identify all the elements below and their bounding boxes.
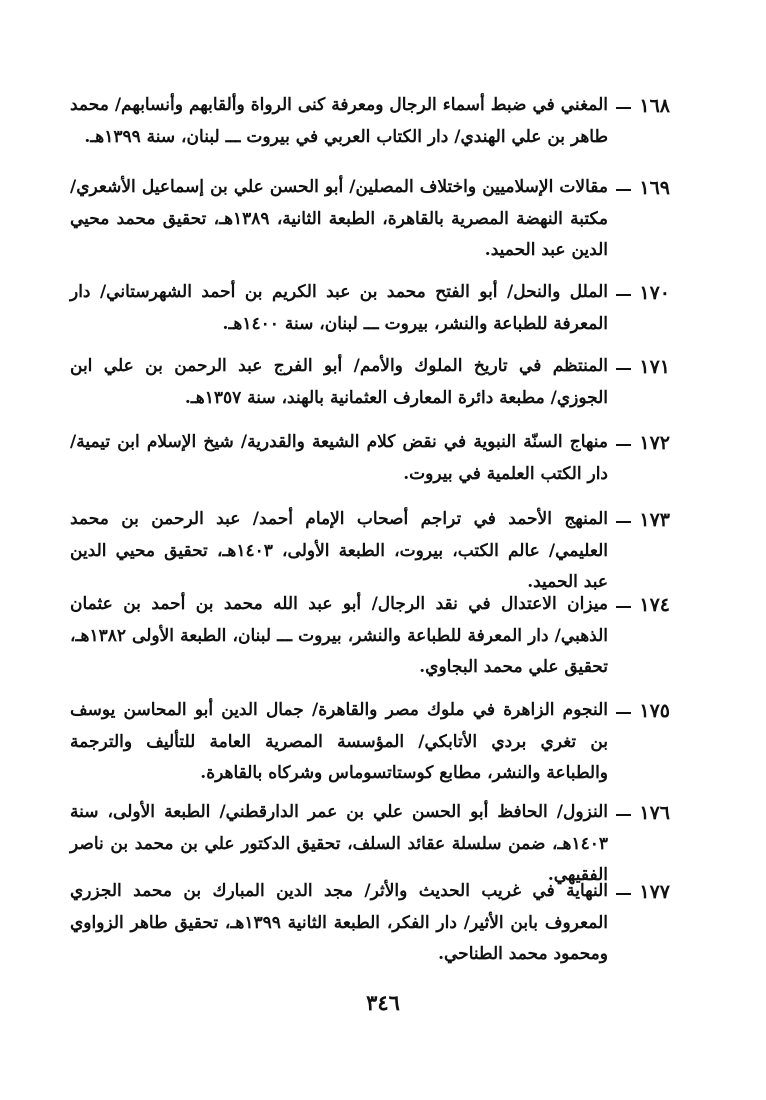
entry-dash <box>616 294 631 296</box>
entry-text: منهاج السنّة النبوية في نقض كلام الشيعة والقدرية/ شيخ الإسلام ابن تيمية/ دار الكتب العلمية في بيروت. <box>70 432 608 484</box>
entry-text: المغني في ضبط أسماء الرجال ومعرفة كنى الرواة وألقابهم وأنسابهم/ محمد طاهر بن علي الهندي/ دار الكتاب العربي في بيروت ـــ لبنان، سنة ١٣٩٩هـ. <box>70 95 608 147</box>
entry-number: ١٧٤ <box>639 594 670 616</box>
entry-number: ١٦٩ <box>639 177 670 199</box>
entry-dash <box>616 444 631 446</box>
entry-dash <box>616 521 631 523</box>
entry-text: النجوم الزاهرة في ملوك مصر والقاهرة/ جمال الدين أبو المحاسن يوسف بن تغري بردي الأتابكي/ المؤسسة المصرية العامة للتأليف والترجمة والطباعة والنشر، مطابع كوستاتسوماس وشركاه بالقاهرة. <box>70 700 608 783</box>
entry-dash <box>616 189 631 191</box>
entry-text: المنتظم في تاريخ الملوك والأمم/ أبو الفرج عبد الرحمن بن علي ابن الجوزي/ مطبعة دائرة المعارف العثمانية بالهند، سنة ١٣٥٧هـ. <box>70 356 608 408</box>
entry-text: المنهج الأحمد في تراجم أصحاب الإمام أحمد/ عبد الرحمن بن محمد العليمي/ عالم الكتب، بيروت، الطبعة الأولى، ١٤٠٣هـ، تحقيق محيي الدين عبد الحميد. <box>70 509 608 592</box>
entry-text: مقالات الإسلاميين واختلاف المصلين/ أبو الحسن علي بن إسماعيل الأشعري/ مكتبة النهضة المصرية بالقاهرة، الطبعة الثانية، ١٣٨٩هـ، تحقيق محمد محيي الدين عبد الحميد. <box>70 177 608 260</box>
entry-text: النزول/ الحافظ أبو الحسن علي بن عمر الدارقطني/ الطبعة الأولى، سنة ١٤٠٣هـ، ضمن سلسلة عقائد السلف، تحقيق الدكتور علي بن محمد بن ناصر الفقيهي. <box>70 802 608 885</box>
entry-number: ١٧٢ <box>639 432 670 454</box>
entry-number: ١٧١ <box>639 356 670 378</box>
entry-dash <box>616 712 631 714</box>
entry-number: ١٧٣ <box>639 509 670 531</box>
entry-number: ١٧٧ <box>639 881 670 903</box>
entry-dash <box>616 893 631 895</box>
entry-text: الملل والنحل/ أبو الفتح محمد بن عبد الكريم بن أحمد الشهرستاني/ دار المعرفة للطباعة والنشر، بيروت ـــ لبنان، سنة ١٤٠٠هـ. <box>70 282 608 334</box>
entry-number: ١٧٥ <box>639 700 670 722</box>
entry-text: ميزان الاعتدال في نقد الرجال/ أبو عبد الله محمد بن أحمد بن عثمان الذهبي/ دار المعرفة للطباعة والنشر، بيروت ـــ لبنان، الطبعة الأولى ١٣٨٢هـ، تحقيق علي محمد البجاوي. <box>70 594 608 677</box>
entry-text: النهاية في غريب الحديث والأثر/ مجد الدين المبارك بن محمد الجزري المعروف بابن الأثير/ دار الفكر، الطبعة الثانية ١٣٩٩هـ، تحقيق طاهر الزواوي ومحمود محمد الطناحي. <box>70 881 608 964</box>
entry-number: ١٧٦ <box>639 802 670 824</box>
entry-dash <box>616 606 631 608</box>
entry-number: ١٦٨ <box>639 95 670 117</box>
page-number: ٣٤٦ <box>366 990 400 1015</box>
entry-dash <box>616 107 631 109</box>
entry-dash <box>616 814 631 816</box>
entry-dash <box>616 368 631 370</box>
entry-number: ١٧٠ <box>639 282 670 304</box>
